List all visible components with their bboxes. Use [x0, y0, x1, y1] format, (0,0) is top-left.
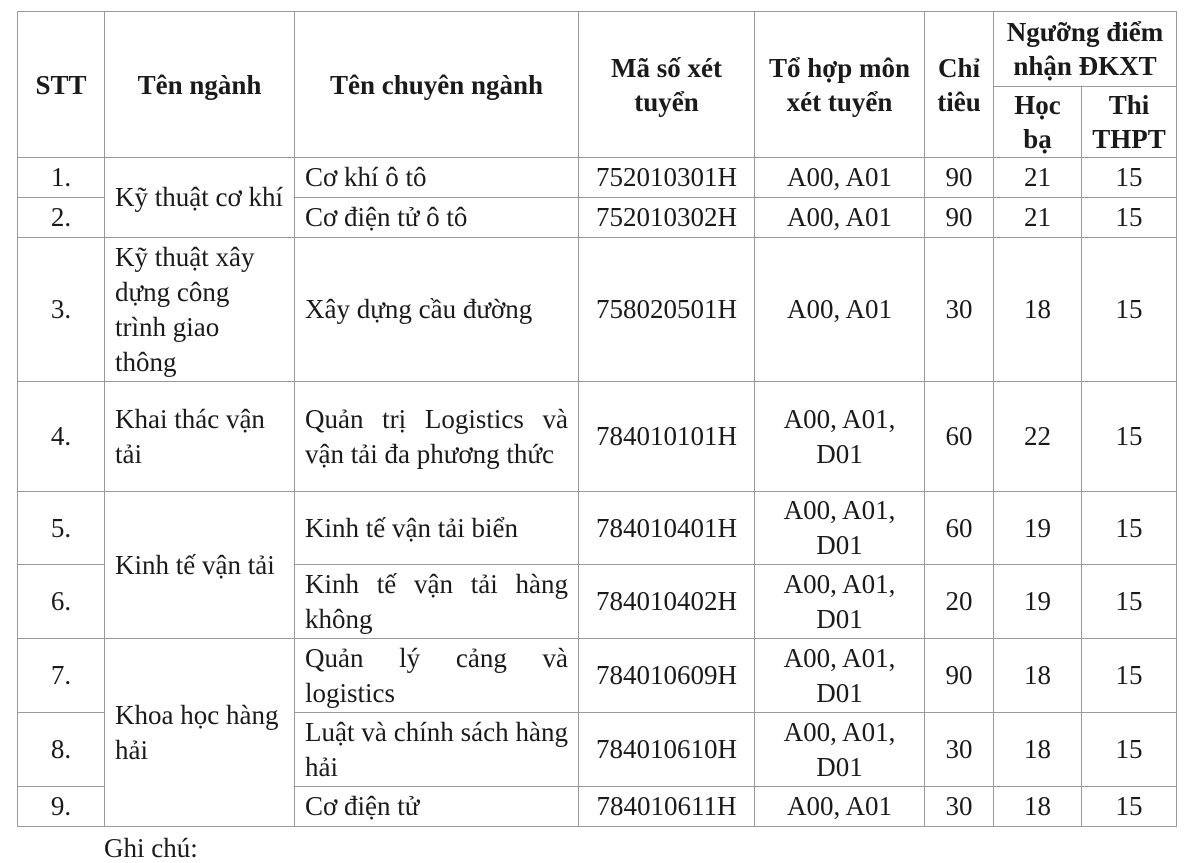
chi-tieu-cell: 20 [925, 565, 994, 639]
ma-so-cell: 752010301H [579, 158, 755, 198]
to-hop-cell: A00, A01, D01 [755, 713, 925, 787]
thi-thpt-cell: 15 [1082, 639, 1177, 713]
chuyen-nganh-cell: Cơ điện tử ô tô [295, 198, 579, 238]
col-header-nguong-diem: Ngưỡng điểm nhận ĐKXT [994, 12, 1177, 87]
chuyen-nganh-cell: Cơ khí ô tô [295, 158, 579, 198]
ma-so-cell: 784010101H [579, 382, 755, 492]
chi-tieu-cell: 90 [925, 158, 994, 198]
footer-note: Ghi chú: [104, 833, 198, 863]
stt-cell: 9. [18, 787, 105, 827]
table-row [18, 492, 1177, 565]
hoc-ba-cell: 18 [994, 787, 1082, 827]
ma-so-cell: 784010401H [579, 492, 755, 565]
col-header-hoc-ba: Học bạ [994, 87, 1082, 158]
admission-table [17, 11, 1177, 827]
hoc-ba-cell: 19 [994, 492, 1082, 565]
chi-tieu-cell: 90 [925, 639, 994, 713]
chi-tieu-cell: 60 [925, 382, 994, 492]
to-hop-cell: A00, A01 [755, 787, 925, 827]
ma-so-cell: 784010611H [579, 787, 755, 827]
header-row [18, 12, 1177, 87]
chuyen-nganh-cell: Quản lý cảng và logistics [295, 639, 579, 713]
thi-thpt-cell: 15 [1082, 198, 1177, 238]
chi-tieu-cell: 90 [925, 198, 994, 238]
to-hop-cell: A00, A01, D01 [755, 639, 925, 713]
ten-nganh-cell: Kỹ thuật xây dựng công trình giao thông [105, 238, 295, 382]
chi-tieu-cell: 60 [925, 492, 994, 565]
hoc-ba-cell: 18 [994, 238, 1082, 382]
col-header-thi-thpt: Thi THPT [1082, 87, 1177, 158]
hoc-ba-cell: 18 [994, 713, 1082, 787]
stt-cell: 3. [18, 238, 105, 382]
to-hop-cell: A00, A01 [755, 158, 925, 198]
chuyen-nganh-cell: Luật và chính sách hàng hải [295, 713, 579, 787]
table-row [18, 639, 1177, 713]
hoc-ba-cell: 22 [994, 382, 1082, 492]
thi-thpt-cell: 15 [1082, 565, 1177, 639]
to-hop-cell: A00, A01 [755, 198, 925, 238]
ten-nganh-cell: Khai thác vận tải [105, 382, 295, 492]
ma-so-cell: 752010302H [579, 198, 755, 238]
thi-thpt-cell: 15 [1082, 713, 1177, 787]
ma-so-cell: 758020501H [579, 238, 755, 382]
ten-nganh-cell: Kinh tế vận tải [105, 492, 295, 639]
ma-so-cell: 784010609H [579, 639, 755, 713]
thi-thpt-cell: 15 [1082, 158, 1177, 198]
hoc-ba-cell: 19 [994, 565, 1082, 639]
hoc-ba-cell: 21 [994, 198, 1082, 238]
table-row [18, 382, 1177, 492]
chuyen-nganh-cell: Xây dựng cầu đường [295, 238, 579, 382]
to-hop-cell: A00, A01, D01 [755, 492, 925, 565]
stt-cell: 6. [18, 565, 105, 639]
col-header-ma-so: Mã số xét tuyển [579, 12, 755, 158]
to-hop-cell: A00, A01, D01 [755, 382, 925, 492]
chi-tieu-cell: 30 [925, 787, 994, 827]
ma-so-cell: 784010402H [579, 565, 755, 639]
chuyen-nganh-cell: Kinh tế vận tải biển [295, 492, 579, 565]
thi-thpt-cell: 15 [1082, 492, 1177, 565]
col-header-to-hop: Tổ hợp môn xét tuyển [755, 12, 925, 158]
col-header-ten-nganh: Tên ngành [105, 12, 295, 158]
stt-cell: 2. [18, 198, 105, 238]
chi-tieu-cell: 30 [925, 713, 994, 787]
col-header-stt: STT [18, 12, 105, 158]
stt-cell: 5. [18, 492, 105, 565]
table-row [18, 238, 1177, 382]
stt-cell: 8. [18, 713, 105, 787]
stt-cell: 7. [18, 639, 105, 713]
stt-cell: 1. [18, 158, 105, 198]
chi-tieu-cell: 30 [925, 238, 994, 382]
thi-thpt-cell: 15 [1082, 382, 1177, 492]
stt-cell: 4. [18, 382, 105, 492]
col-header-ten-chuyen-nganh: Tên chuyên ngành [295, 12, 579, 158]
thi-thpt-cell: 15 [1082, 787, 1177, 827]
hoc-ba-cell: 21 [994, 158, 1082, 198]
col-header-chi-tieu: Chỉ tiêu [925, 12, 994, 158]
thi-thpt-cell: 15 [1082, 238, 1177, 382]
chuyen-nganh-cell: Quản trị Logistics và vận tải đa phương thức [295, 382, 579, 492]
chuyen-nganh-cell: Kinh tế vận tải hàng không [295, 565, 579, 639]
hoc-ba-cell: 18 [994, 639, 1082, 713]
to-hop-cell: A00, A01, D01 [755, 565, 925, 639]
to-hop-cell: A00, A01 [755, 238, 925, 382]
chuyen-nganh-cell: Cơ điện tử [295, 787, 579, 827]
table-row [18, 158, 1177, 198]
ma-so-cell: 784010610H [579, 713, 755, 787]
ten-nganh-cell: Khoa học hàng hải [105, 639, 295, 827]
ten-nganh-cell: Kỹ thuật cơ khí [105, 158, 295, 238]
